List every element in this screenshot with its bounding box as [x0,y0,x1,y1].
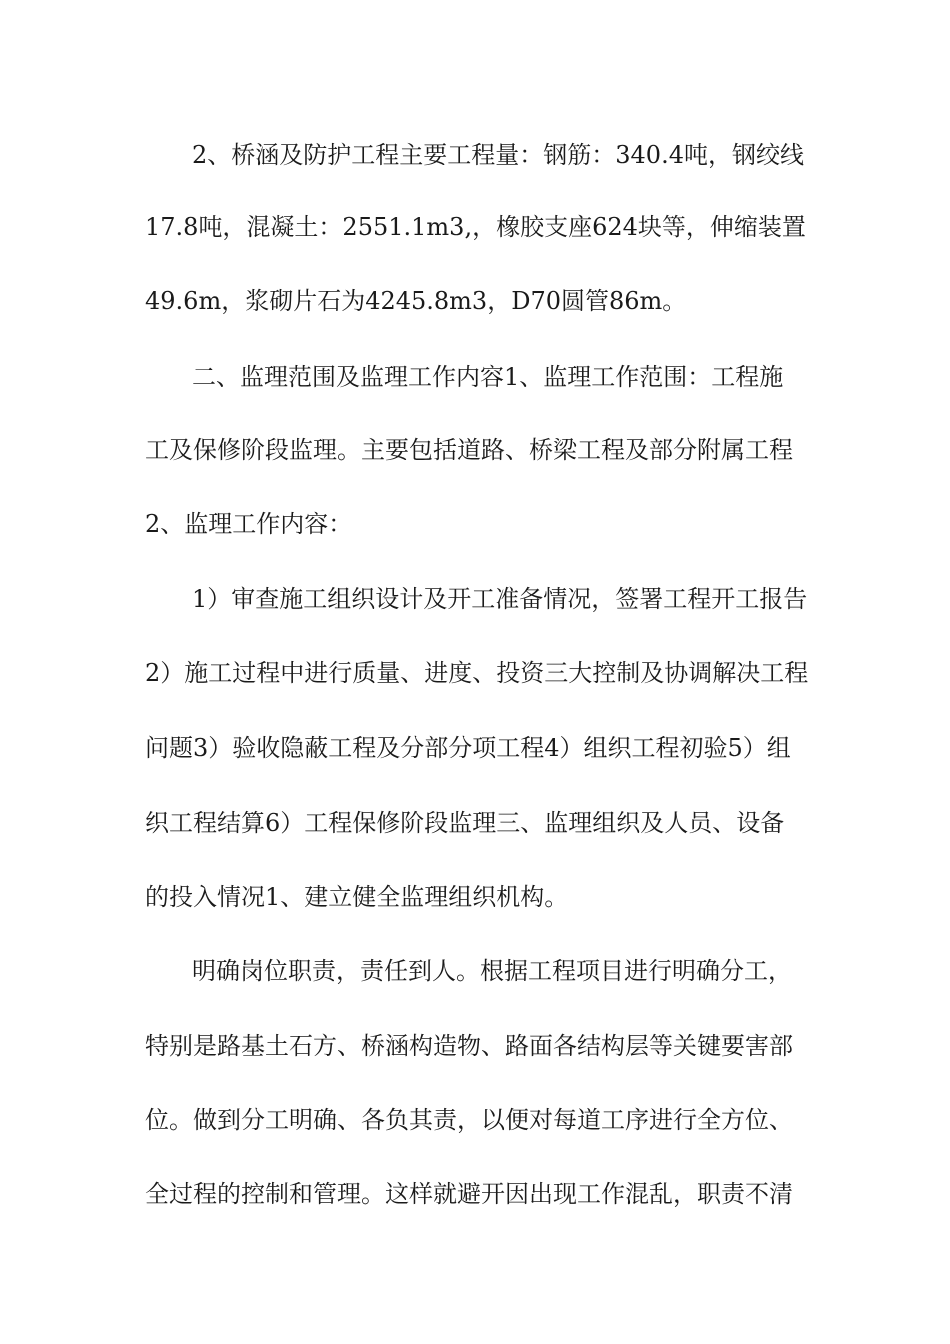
text-line: 17.8吨，混凝土：2551.1m3,，橡胶支座624块等，伸缩装置 [145,213,806,241]
text-line: 二、监理范围及监理工作内容1、监理工作范围：工程施 [192,363,784,391]
text-line: 2）施工过程中进行质量、进度、投资三大控制及协调解决工程 [145,659,809,687]
text-line: 问题3）验收隐蔽工程及分部分项工程4）组织工程初验5）组 [145,734,791,762]
text-line: 2、监理工作内容： [145,510,353,538]
text-line: 全过程的控制和管理。这样就避开因出现工作混乱，职责不清 [145,1180,793,1208]
text-line: 49.6m，浆砌片石为4245.8m3，D70圆管86m。 [145,287,687,315]
text-line: 1）审查施工组织设计及开工准备情况，签署工程开工报告 [192,585,808,613]
text-line: 的投入情况1、建立健全监理组织机构。 [145,883,569,911]
text-line: 特别是路基土石方、桥涵构造物、路面各结构层等关键要害部 [145,1032,793,1060]
text-line: 织工程结算6）工程保修阶段监理三、监理组织及人员、设备 [145,809,785,837]
text-line: 位。做到分工明确、各负其责，以便对每道工序进行全方位、 [145,1106,793,1134]
text-line: 明确岗位职责，责任到人。根据工程项目进行明确分工， [192,957,792,985]
text-line: 2、桥涵及防护工程主要工程量：钢筋：340.4吨，钢绞线 [192,141,804,169]
text-line: 工及保修阶段监理。主要包括道路、桥梁工程及部分附属工程 [145,436,793,464]
